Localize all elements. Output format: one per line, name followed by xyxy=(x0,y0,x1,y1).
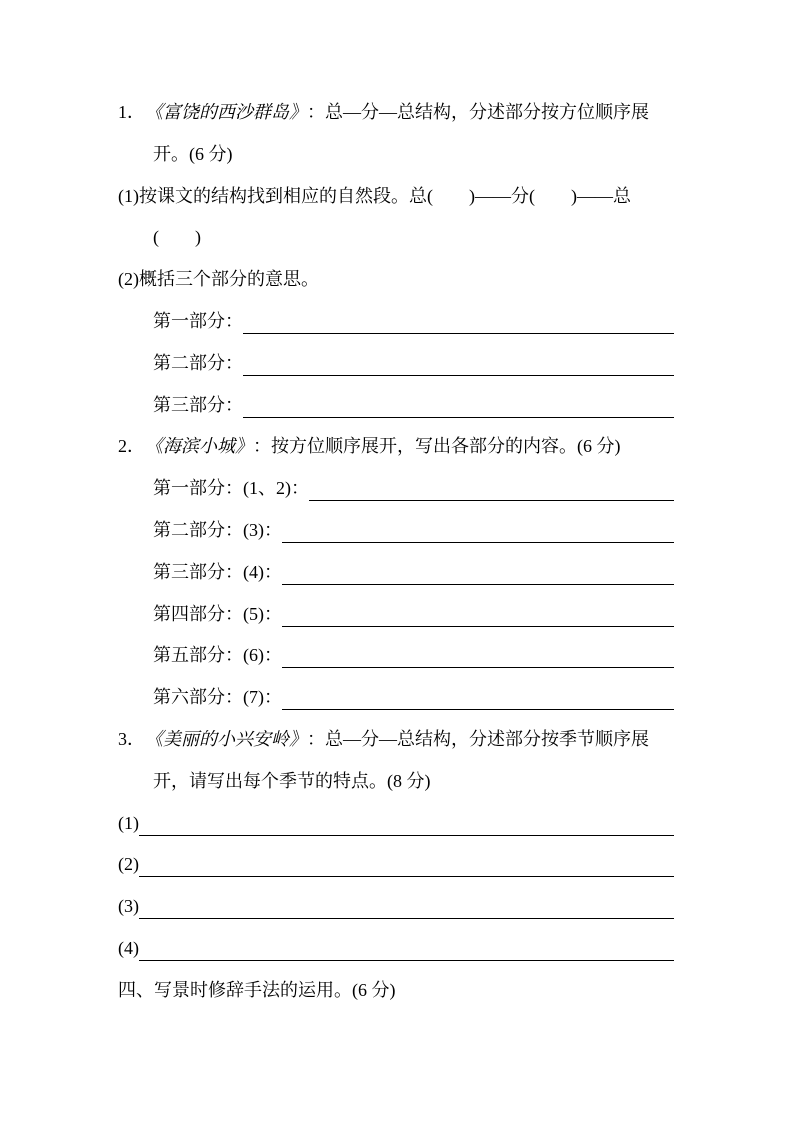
text-segment: 开，请写出每个季节的特点。(8 分) xyxy=(153,770,431,791)
text-segment: (2)概括三个部分的意思。 xyxy=(118,269,319,290)
text-segment: ：按方位顺序展开，写出各部分的内容。(6 分) xyxy=(253,436,621,457)
text-segment: 第四部分：(5)： xyxy=(153,603,282,624)
fill-blank-line xyxy=(118,803,674,845)
text-segment: 第一部分：(1、2)： xyxy=(153,478,309,499)
text-segment: 第六部分：(7)： xyxy=(153,687,282,708)
text-segment: ( ) xyxy=(153,227,201,248)
text-segment: 第一部分： xyxy=(153,310,243,331)
book-title: 《美丽的小兴安岭》 xyxy=(145,728,307,749)
worksheet-body xyxy=(118,92,674,1012)
answer-blank-underline xyxy=(309,468,674,501)
answer-blank-underline xyxy=(243,385,674,418)
text-segment: (2) xyxy=(118,854,139,875)
text-line xyxy=(118,259,674,301)
fill-blank-line xyxy=(118,594,674,636)
answer-blank-underline xyxy=(282,552,674,585)
text-line xyxy=(118,92,674,134)
text-segment: (1) xyxy=(118,812,139,833)
text-segment: 第二部分：(3)： xyxy=(153,519,282,540)
text-segment: 四、写景时修辞手法的运用。(6 分) xyxy=(118,979,396,1000)
book-title: 《海滨小城》 xyxy=(145,436,253,457)
text-segment: 第五部分：(6)： xyxy=(153,645,282,666)
answer-blank-underline xyxy=(243,343,674,376)
text-segment: 1． xyxy=(118,102,145,122)
text-line xyxy=(118,134,674,176)
answer-blank-underline xyxy=(282,635,674,668)
text-line xyxy=(118,426,674,468)
fill-blank-line xyxy=(118,343,674,385)
fill-blank-line xyxy=(118,677,674,719)
text-line xyxy=(118,719,674,761)
text-segment: (1)按课文的结构找到相应的自然段。总( )——分( )——总 xyxy=(118,185,631,206)
text-segment: 2． xyxy=(118,436,145,457)
fill-blank-line xyxy=(118,928,674,970)
text-segment: 第三部分： xyxy=(153,394,243,415)
text-segment: (4) xyxy=(118,937,139,958)
answer-blank-underline xyxy=(139,928,674,961)
text-line xyxy=(118,217,674,259)
fill-blank-line xyxy=(118,510,674,552)
text-line xyxy=(118,761,674,803)
answer-blank-underline xyxy=(243,301,674,334)
text-segment: ：总—分—总结构，分述部分按方位顺序展 xyxy=(307,102,649,122)
answer-blank-underline xyxy=(139,803,674,836)
text-segment: ：总—分—总结构，分述部分按季节顺序展 xyxy=(307,728,649,749)
text-line xyxy=(118,970,674,1012)
fill-blank-line xyxy=(118,468,674,510)
book-title: 《富饶的西沙群岛》 xyxy=(145,102,307,122)
answer-blank-underline xyxy=(282,510,674,543)
answer-blank-underline xyxy=(282,594,674,627)
answer-blank-underline xyxy=(139,886,674,919)
fill-blank-line xyxy=(118,385,674,427)
fill-blank-line xyxy=(118,552,674,594)
text-line xyxy=(118,176,674,218)
text-segment: 开。(6 分) xyxy=(153,143,233,164)
text-segment: 3． xyxy=(118,728,145,749)
answer-blank-underline xyxy=(139,844,674,877)
answer-blank-underline xyxy=(282,677,674,710)
text-segment: 第二部分： xyxy=(153,352,243,373)
text-segment: 第三部分：(4)： xyxy=(153,561,282,582)
fill-blank-line xyxy=(118,886,674,928)
text-segment: (3) xyxy=(118,896,139,917)
fill-blank-line xyxy=(118,301,674,343)
fill-blank-line xyxy=(118,635,674,677)
fill-blank-line xyxy=(118,844,674,886)
